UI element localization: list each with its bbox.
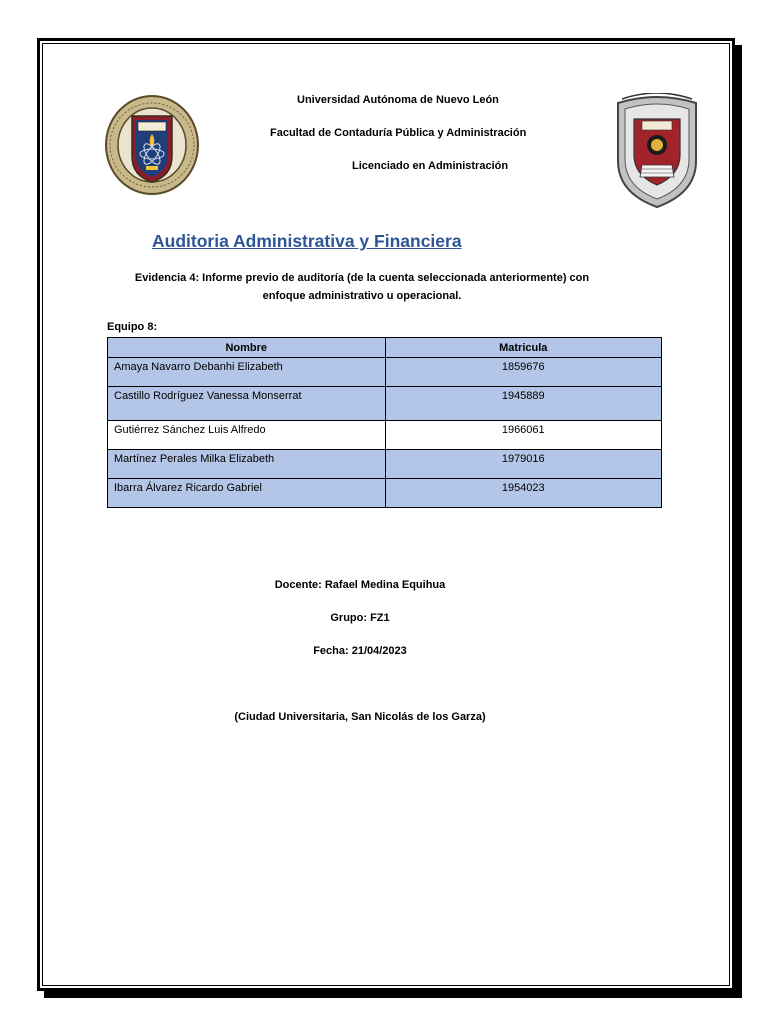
faculty-name: Facultad de Contaduría Pública y Administración bbox=[270, 127, 527, 139]
member-id: 1945889 bbox=[385, 387, 662, 421]
location-line: (Ciudad Universitaria, San Nicolás de los Garza) bbox=[234, 711, 486, 723]
team-members-table bbox=[107, 337, 662, 508]
date-line: Fecha: 21/04/2023 bbox=[313, 645, 407, 657]
document-title: Auditoria Administrativa y Financiera bbox=[152, 231, 462, 251]
member-name: Amaya Navarro Debanhi Elizabeth bbox=[108, 358, 386, 387]
degree-name: Licenciado en Administración bbox=[352, 160, 509, 172]
member-id: 1859676 bbox=[385, 358, 662, 387]
team-label: Equipo 8: bbox=[107, 321, 158, 333]
column-header-name: Nombre bbox=[108, 338, 386, 358]
evidence-line-1: Evidencia 4: Informe previo de auditoría (de la cuenta seleccionada anteriormente) con bbox=[134, 272, 590, 284]
member-id: 1979016 bbox=[385, 450, 662, 479]
uanl-seal-icon bbox=[104, 94, 200, 196]
university-name: Universidad Autónoma de Nuevo León bbox=[297, 94, 499, 106]
teacher-line: Docente: Rafael Medina Equihua bbox=[274, 579, 446, 591]
table-header-row bbox=[108, 338, 662, 358]
member-name: Castillo Rodríguez Vanessa Monserrat bbox=[108, 387, 386, 421]
member-name: Martínez Perales Milka Elizabeth bbox=[108, 450, 386, 479]
evidence-description bbox=[108, 269, 616, 305]
member-name: Ibarra Álvarez Ricardo Gabriel bbox=[108, 479, 386, 508]
evidence-line-2: enfoque administrativo u operacional. bbox=[262, 290, 462, 302]
table-row bbox=[108, 479, 662, 508]
group-line: Grupo: FZ1 bbox=[330, 612, 390, 624]
fcpya-shield-icon bbox=[612, 93, 702, 209]
table-row bbox=[108, 358, 662, 387]
table-row bbox=[108, 450, 662, 479]
table-row bbox=[108, 387, 662, 421]
member-id: 1954023 bbox=[385, 479, 662, 508]
table-row bbox=[108, 421, 662, 450]
column-header-id: Matricula bbox=[385, 338, 662, 358]
member-id: 1966061 bbox=[385, 421, 662, 450]
member-name: Gutiérrez Sánchez Luis Alfredo bbox=[108, 421, 386, 450]
